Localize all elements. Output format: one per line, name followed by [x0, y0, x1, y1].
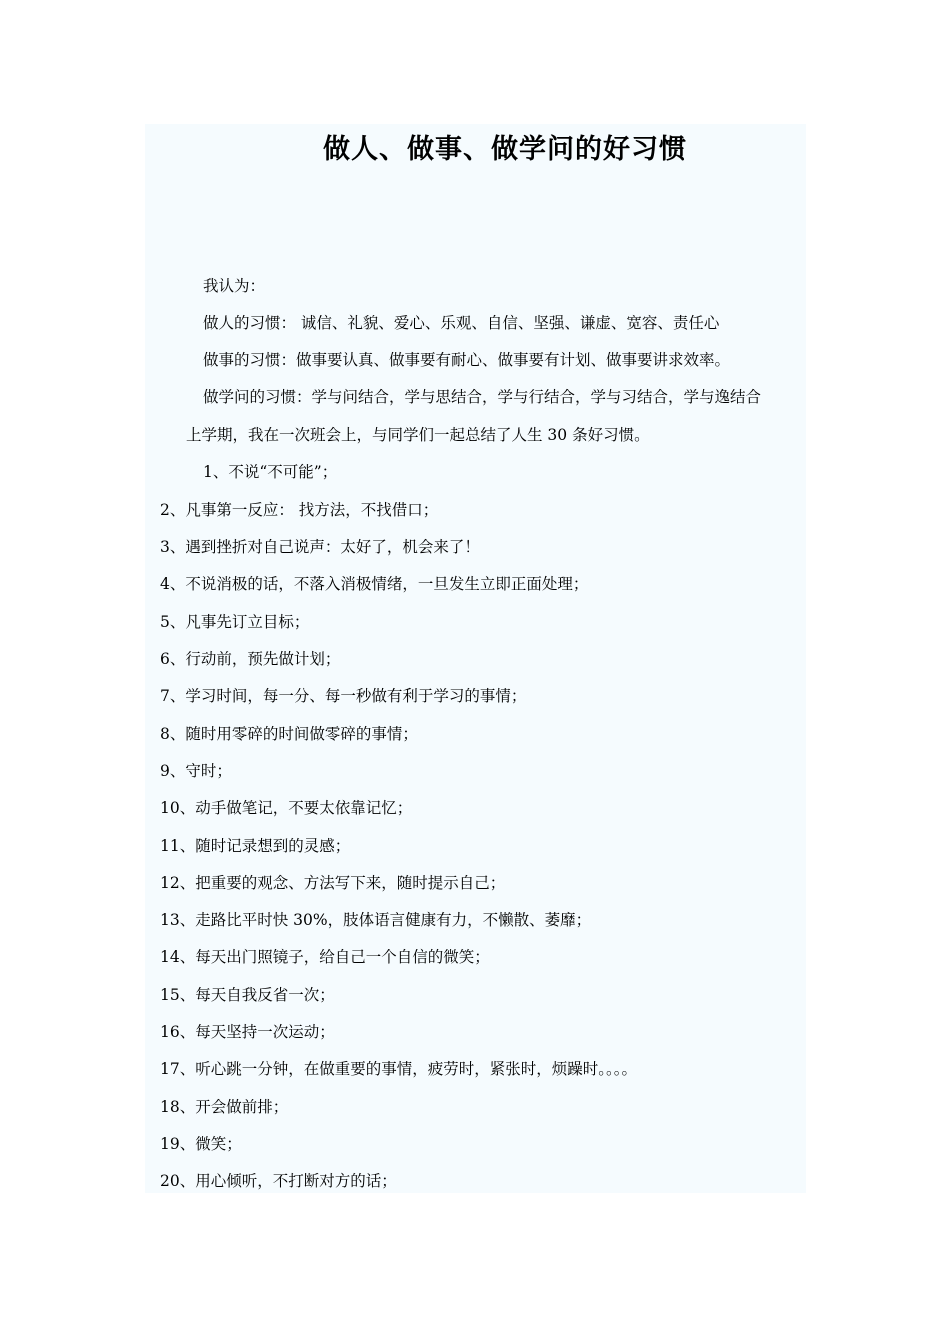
intro-person-habits: 做人的习惯： 诚信、礼貌、爱心、乐观、自信、坚强、谦虚、宽容、责任心: [203, 314, 720, 332]
habit-item: 4、不说消极的话，不落入消极情绪，一旦发生立即正面处理；: [160, 575, 589, 593]
habit-item: 20、用心倾听，不打断对方的话；: [160, 1172, 397, 1190]
habit-item: 9、守时；: [160, 762, 232, 780]
habit-item: 8、随时用零碎的时间做零碎的事情；: [160, 725, 418, 743]
intro-lead: 我认为：: [203, 277, 266, 295]
habit-item: 16、每天坚持一次运动；: [160, 1023, 335, 1041]
habit-item: 14、每天出门照镜子，给自己一个自信的微笑；: [160, 948, 490, 966]
habit-item: 2、凡事第一反应： 找方法，不找借口；: [160, 501, 439, 519]
intro-semester-summary: 上学期，我在一次班会上，与同学们一起总结了人生 30 条好习惯。: [186, 426, 650, 444]
intro-work-habits: 做事的习惯：做事要认真、做事要有耐心、做事要有计划、做事要讲求效率。: [203, 351, 731, 369]
habit-item: 12、把重要的观念、方法写下来，随时提示自己；: [160, 874, 506, 892]
habit-item: 1、不说“不可能”；: [203, 463, 338, 481]
habit-item: 10、动手做笔记，不要太依靠记忆；: [160, 799, 413, 817]
habit-item: 5、凡事先订立目标；: [160, 613, 310, 631]
habit-item: 18、开会做前排；: [160, 1098, 289, 1116]
document-title: 做人、做事、做学问的好习惯: [323, 134, 687, 165]
habit-item: 17、听心跳一分钟，在做重要的事情，疲劳时，紧张时，烦躁时。。。。: [160, 1060, 637, 1078]
intro-study-habits: 做学问的习惯：学与问结合，学与思结合，学与行结合，学与习结合，学与逸结合: [203, 388, 762, 406]
habit-item: 7、学习时间，每一分、每一秒做有利于学习的事情；: [160, 687, 527, 705]
habit-item: 6、行动前，预先做计划；: [160, 650, 341, 668]
habit-item: 11、随时记录想到的灵感；: [160, 837, 351, 855]
habit-item: 19、微笑；: [160, 1135, 242, 1153]
habit-item: 3、遇到挫折对自己说声：太好了，机会来了！: [160, 538, 480, 556]
habit-item: 13、走路比平时快 30%，肢体语言健康有力，不懒散、萎靡；: [160, 911, 592, 929]
habit-item: 15、每天自我反省一次；: [160, 986, 335, 1004]
